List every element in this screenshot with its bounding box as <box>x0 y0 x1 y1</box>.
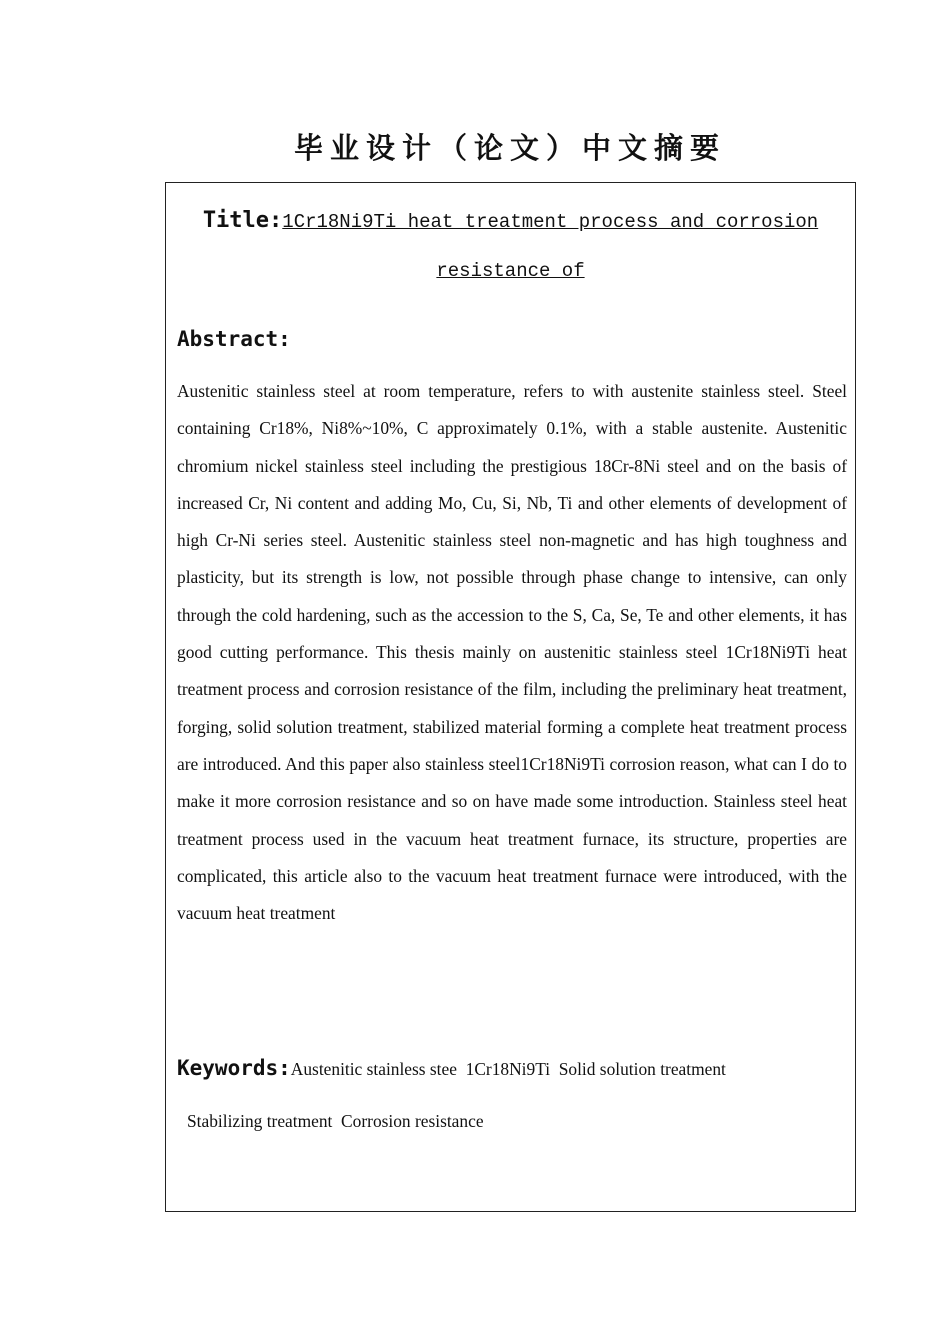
title-block <box>166 196 855 296</box>
keywords-label: Keywords: <box>177 1056 291 1080</box>
abstract-frame <box>165 182 856 1212</box>
keywords-values-continued: Stabilizing treatment Corrosion resistance <box>187 1111 484 1131</box>
title-text: 1Cr18Ni9Ti heat treatment process and corrosion resistance of <box>282 211 819 282</box>
abstract-body: Austenitic stainless steel at room temperature, refers to with austenite stainless steel. Steel containing Cr18%, Ni8%~10%, C approximately 0.1%, with a stable austenite. Austenitic chromium nickel stainless steel including the prestigious 18Cr-8Ni steel and on the basis of increased Cr, Ni content and adding Mo, Cu, Si, Nb, Ti and other elements of development of high Cr-Ni series steel. Austenitic stainless steel non-magnetic and has high toughness and plasticity, but its strength is low, not possible through phase change to intensive, can only through the cold hardening, such as the accession to the S, Ca, Se, Te and other elements, it has good cutting performance. This thesis mainly on austenitic stainless steel 1Cr18Ni9Ti heat treatment process and corrosion resistance of the film, including the preliminary heat treatment, forging, solid solution treatment, stabilized material forming a complete heat treatment process are introduced. And this paper also stainless steel1Cr18Ni9Ti corrosion reason, what can I do to make it more corrosion resistance and so on have made some introduction. Stainless steel heat treatment process used in the vacuum heat treatment furnace, its structure, properties are complicated, this article also to the vacuum heat treatment furnace were introduced, with the vacuum heat treatment <box>177 381 847 924</box>
abstract-label: Abstract: <box>177 327 291 351</box>
page-heading: 毕业设计（论文）中文摘要 <box>293 131 726 165</box>
keywords-line <box>177 1056 847 1080</box>
title-label: Title: <box>202 208 283 233</box>
keywords-values: Austenitic stainless stee 1Cr18Ni9Ti Solid solution treatment <box>290 1059 726 1079</box>
